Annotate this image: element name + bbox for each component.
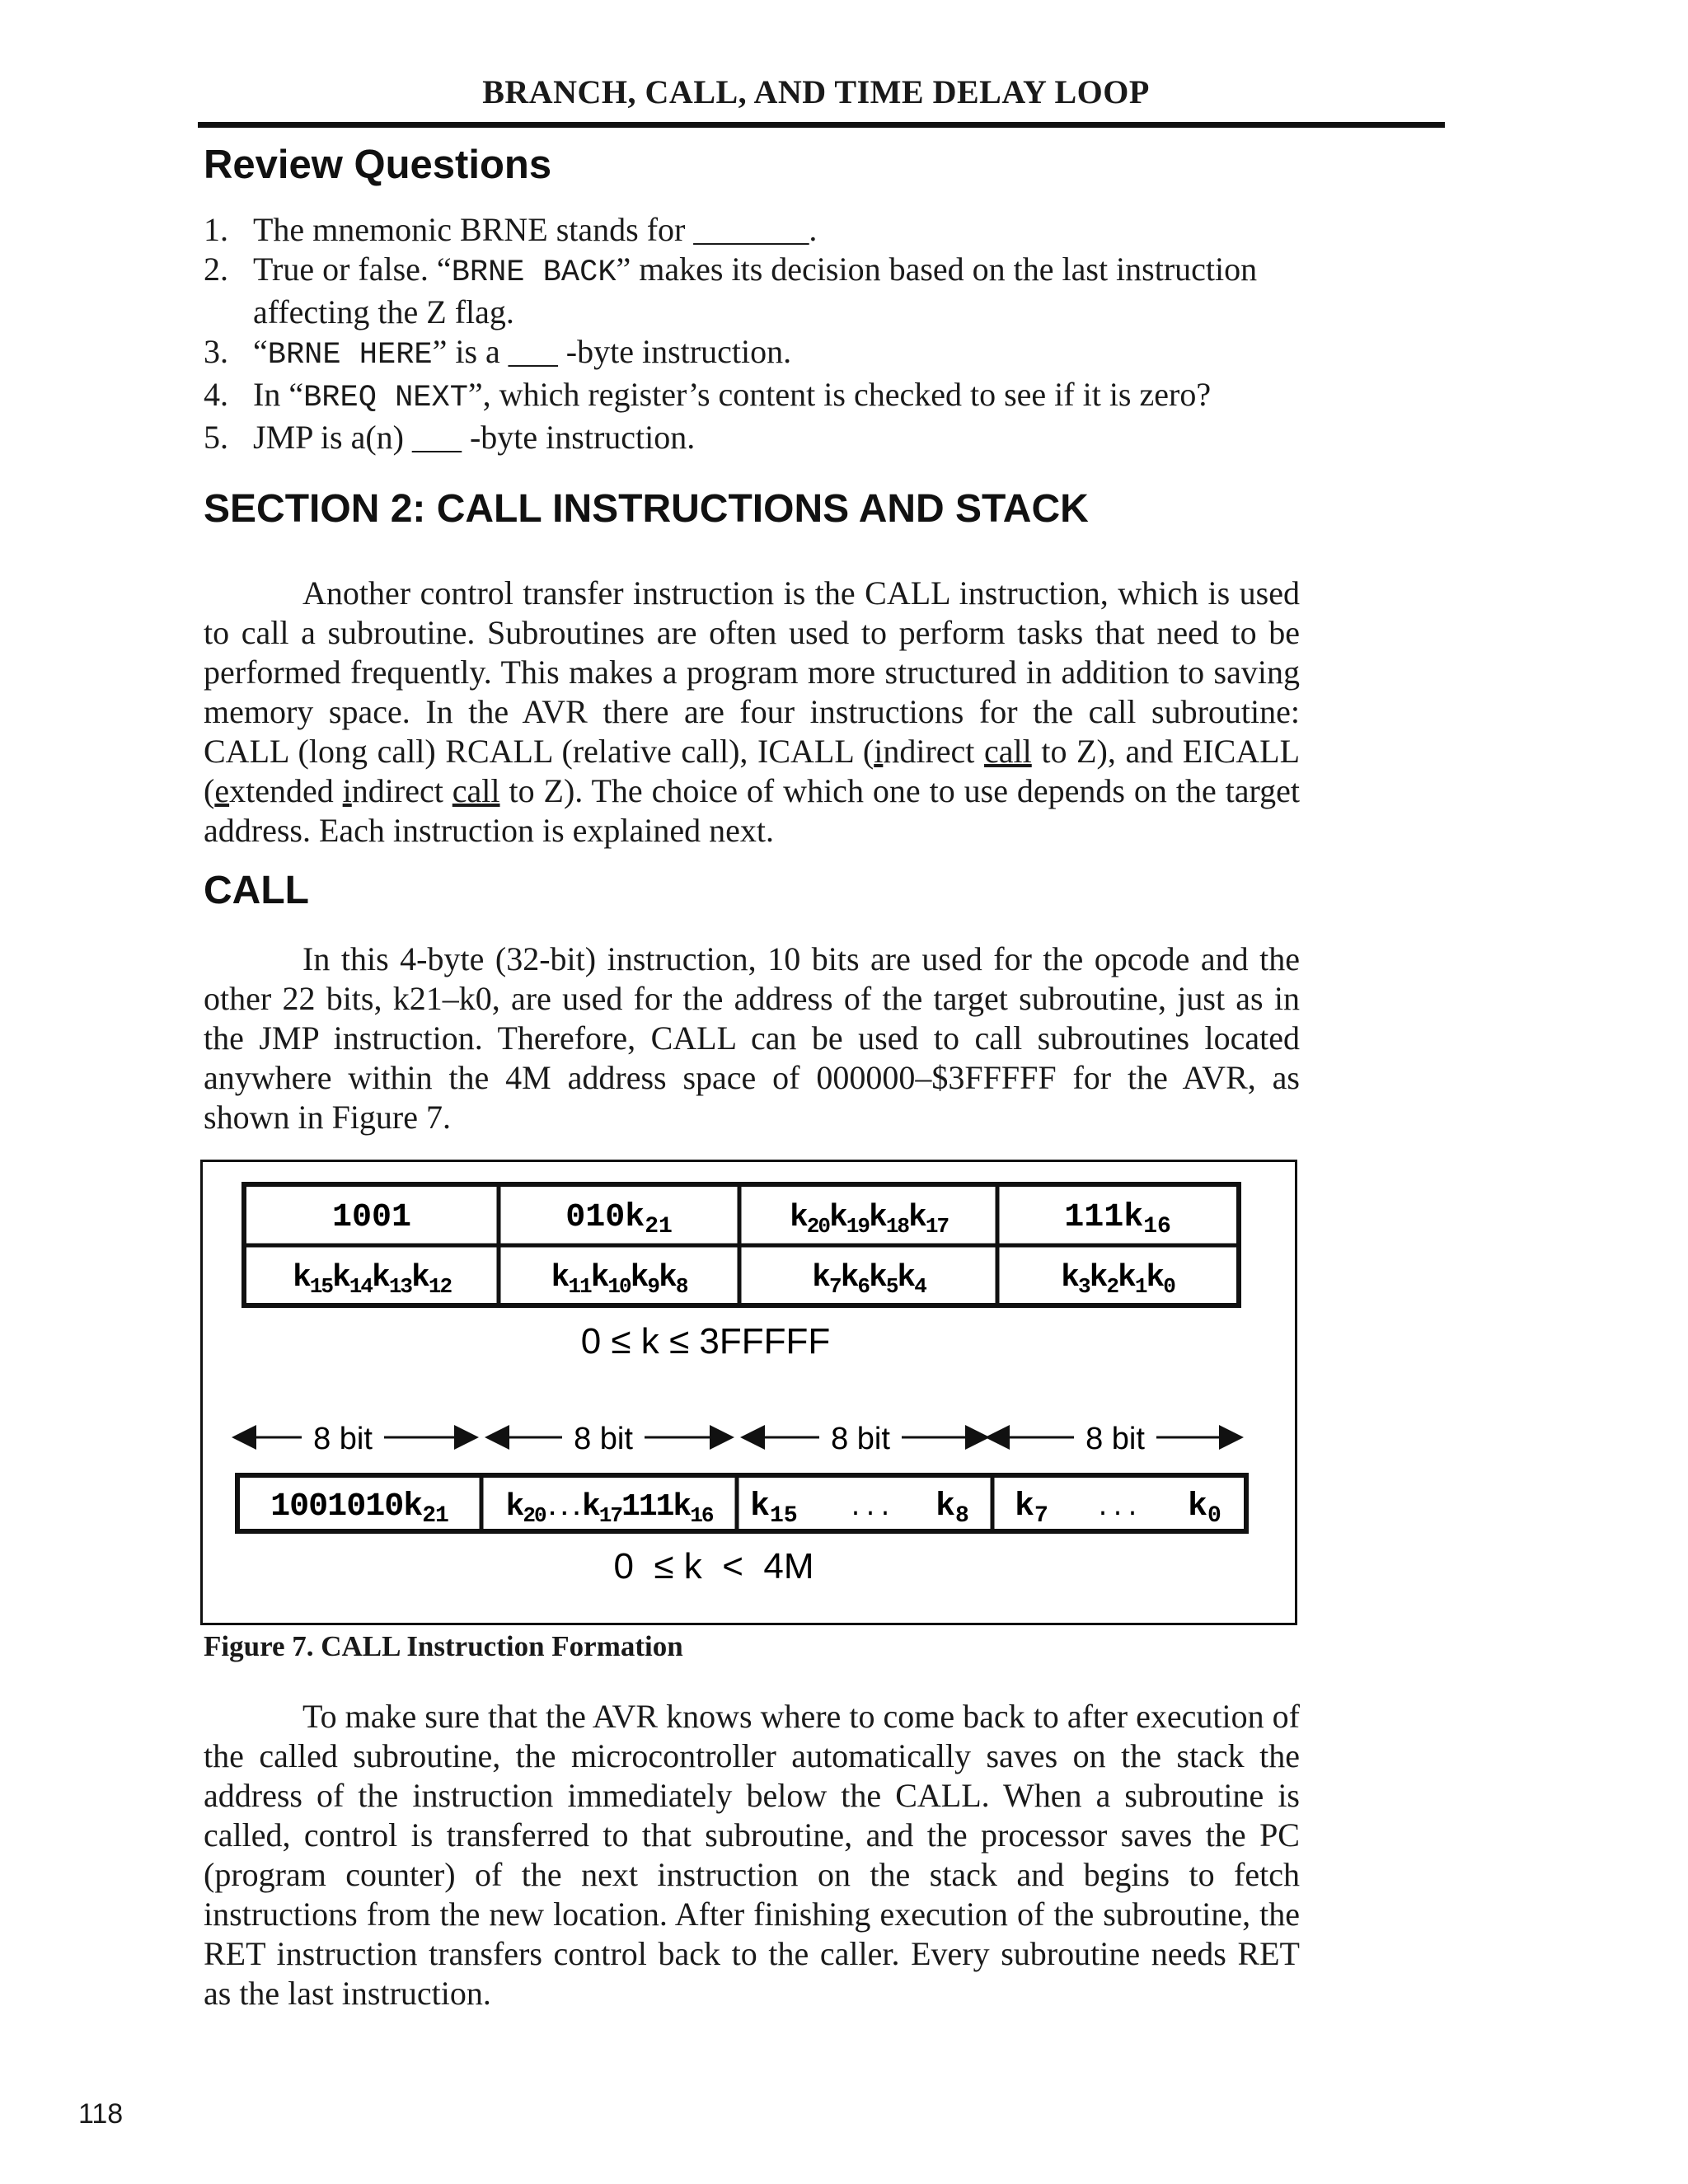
running-head: BRANCH, CALL, AND TIME DELAY LOOP: [482, 73, 1150, 110]
figure-7: [200, 1160, 1297, 1625]
bit-label: 8 bit: [831, 1422, 890, 1456]
section-heading: SECTION 2: CALL INSTRUCTIONS AND STACK: [204, 487, 1089, 531]
question-3: 3. “BRNE HERE” is a ___ -byte instruction.: [204, 333, 792, 373]
header-rule: [198, 122, 1445, 128]
byte-cell: ...: [847, 1495, 893, 1523]
bit-label: 8 bit: [574, 1422, 633, 1456]
call-instruction-diagram: [203, 1162, 1295, 1623]
stack-paragraph: To make sure that the AVR knows where to come back to after execution of the called subroutine, the microcontroller automatically saves on the stack the address of the instruction immediately below the CALL. When a subroutine is called, control is transferred to that subroutine, and the processor saves the PC (program counter) of the next instruction on the stack and begins to fetch instructions from the new location. After finishing execution of the subroutine, the RET instruction transfers control back to the caller. Every subroutine needs RET as the last instruction.: [204, 1698, 1300, 2012]
grid-cell: $k_7k_6k_5k_4$: [812, 1260, 926, 1299]
review-questions-list: [204, 210, 1300, 457]
code-brne-here: BRNE HERE: [267, 338, 433, 373]
call-paragraph: In this 4-byte (32-bit) instruction, 10 bits are used for the opcode and the other 22 bits, k21–k0, are used for the address of the target subroutine, just as in the JMP instruction. Therefore, CALL can be used to call subroutines located anywhere within the 4M address space of 000000–$3FFFFF for the AVR, as shown in Figure 7.: [204, 940, 1300, 1136]
review-questions-heading: Review Questions: [204, 143, 552, 187]
question-4: 4. In “BREQ NEXT”, which register’s content is checked to see if it is zero?: [204, 376, 1212, 415]
call-heading: CALL: [204, 869, 309, 912]
range-label-1: 0 ≤ k ≤ 3FFFFF: [580, 1321, 831, 1361]
grid-cell: $k_{15}k_{14}k_{13}k_{12}$: [292, 1260, 452, 1299]
byte-cell: $k_8$: [935, 1488, 969, 1529]
question-1: 1. The mnemonic BRNE stands for _______.: [204, 211, 818, 248]
byte-row: [237, 1475, 1246, 1531]
bit-width-arrows: [234, 1422, 1241, 1456]
page-number: 118: [78, 2098, 124, 2130]
byte-cell: $k_{20}^{...}k_{17}111k_{16}$: [505, 1489, 713, 1528]
grid-cell: 1001: [331, 1199, 412, 1236]
opcode-grid: [244, 1184, 1239, 1305]
figure-caption: Figure 7. CALL Instruction Formation: [204, 1630, 683, 1662]
bit-label: 8 bit: [1085, 1422, 1145, 1456]
byte-cell: $k_7$: [1015, 1488, 1048, 1529]
intro-paragraph: Another control transfer instruction is the CALL instruction, which is used to call a subroutine. Subroutines are often used to perform tasks that need to be performed frequently. This makes a program more structured in addition to saving memory space. In the AVR there are four instructions for the call subroutine: CALL (long call) RCALL (relative call), ICALL (indirect call to Z), and EICALL (extended indirect call to Z). The choice of which one to use depends on the target address. Each instruction is explained next.: [204, 574, 1300, 849]
question-2: 2. True or false. “BRNE BACK” makes its decision based on the last instruction affecting the Z flag.: [204, 251, 1258, 330]
byte-cell: ...: [1095, 1495, 1141, 1523]
byte-cell: $k_0$: [1188, 1488, 1221, 1529]
byte-cell: $1001010k_{21}$: [270, 1488, 448, 1529]
bit-label: 8 bit: [313, 1422, 373, 1456]
question-5: 5. JMP is a(n) ___ -byte instruction.: [204, 419, 696, 456]
code-breq-next: BREQ NEXT: [303, 381, 468, 415]
grid-cell: $k_3k_2k_1k_0$: [1061, 1260, 1175, 1299]
grid-cell: $k_{11}k_{10}k_9k_8$: [551, 1260, 687, 1299]
grid-cell: $111k_{16}$: [1064, 1199, 1171, 1240]
grid-cell: $k_{20}k_{19}k_{18}k_{17}$: [789, 1200, 949, 1239]
code-brne-back: BRNE BACK: [451, 255, 617, 290]
range-label-2: 0 ≤ k < 4M: [613, 1546, 814, 1586]
byte-cell: $k_{15}$: [750, 1488, 798, 1529]
grid-cell: $010k_{21}$: [565, 1199, 673, 1240]
